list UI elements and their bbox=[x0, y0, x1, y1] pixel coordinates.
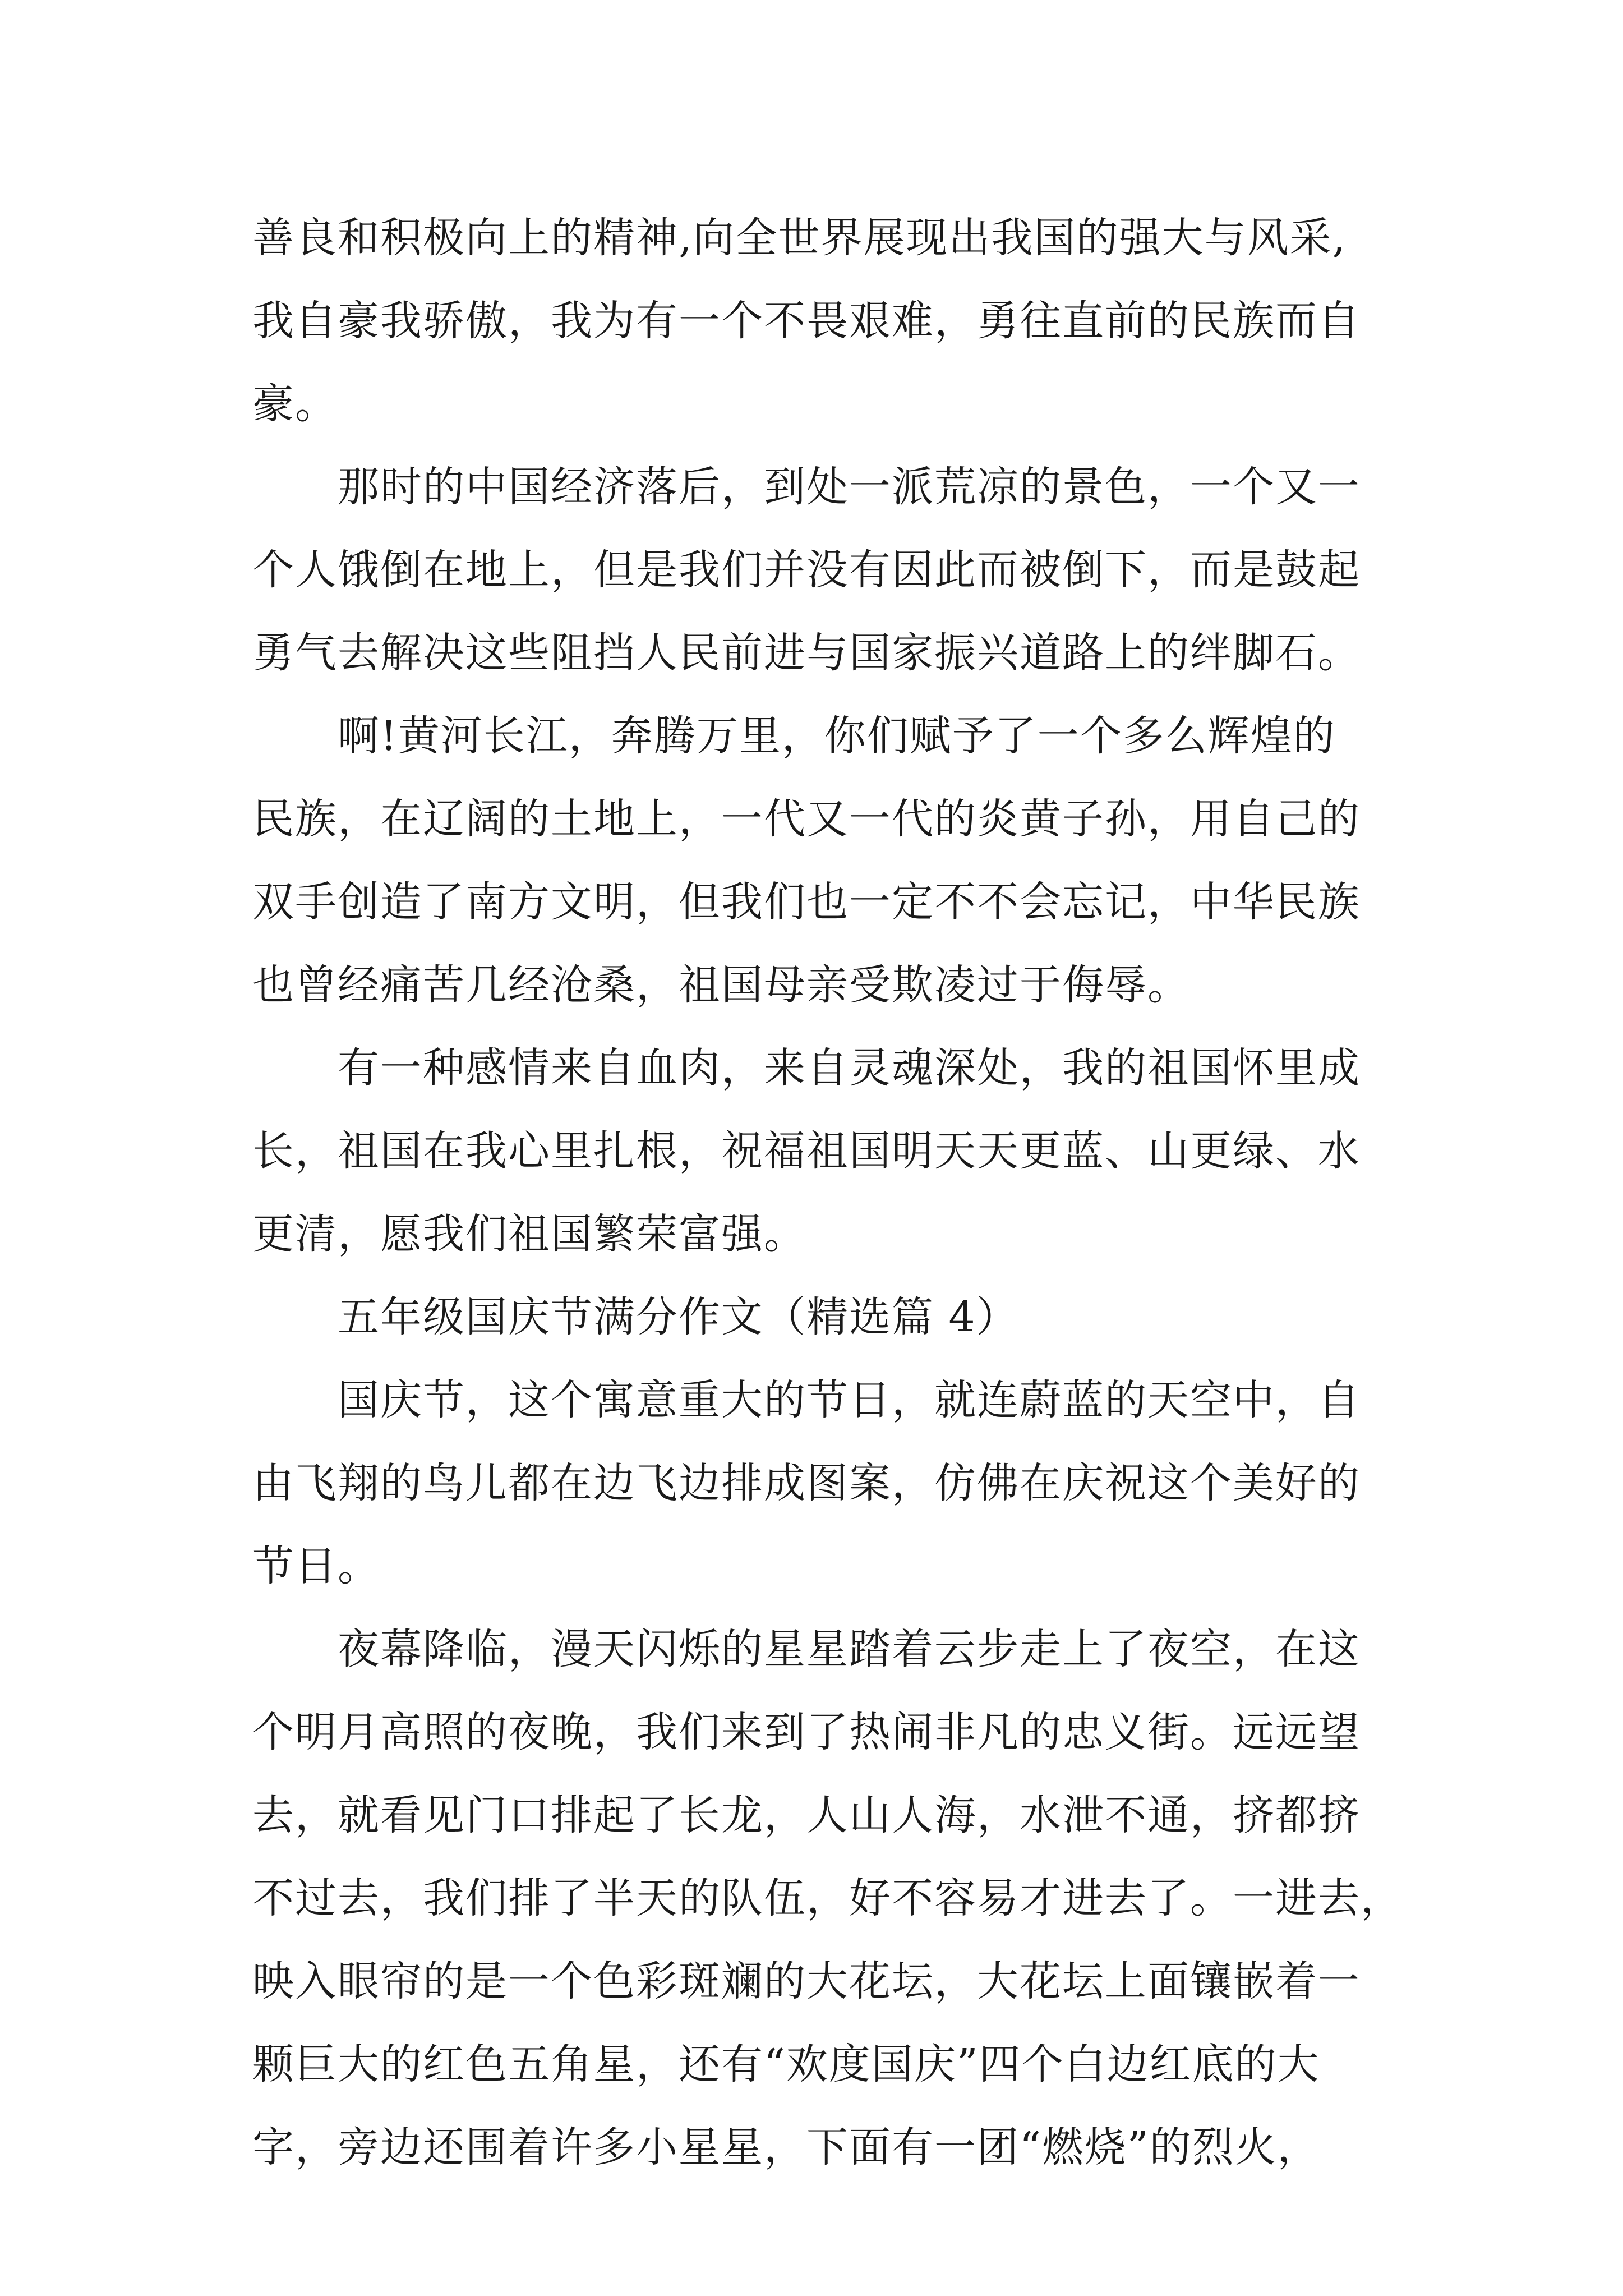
text-line: 长，祖国在我心里扎根，祝福祖国明天天更蓝、山更绿、水 bbox=[252, 1127, 1361, 1175]
text-line: 我自豪我骄傲，我为有一个不畏艰难，勇往直前的民族而自 bbox=[252, 297, 1361, 345]
text-line: 双手创造了南方文明，但我们也一定不不会忘记，中华民族 bbox=[252, 878, 1361, 926]
paragraph-first-line: 有一种感情来自血肉，来自灵魂深处，我的祖国怀里成 bbox=[338, 1044, 1361, 1092]
text-line: 去，就看见门口排起了长龙，人山人海，水泄不通，挤都挤 bbox=[252, 1791, 1361, 1839]
text-line: 个人饿倒在地上，但是我们并没有因此而被倒下，而是鼓起 bbox=[252, 546, 1361, 594]
text-line: 豪。 bbox=[252, 380, 338, 428]
paragraph-first-line: 国庆节，这个寓意重大的节日，就连蔚蓝的天空中，自 bbox=[338, 1376, 1361, 1424]
text-line: 勇气去解决这些阻挡人民前进与国家振兴道路上的绊脚石。 bbox=[252, 629, 1361, 677]
section-heading: 五年级国庆节满分作文（精选篇 4） bbox=[338, 1293, 1019, 1341]
text-line: 更清，愿我们祖国繁荣富强。 bbox=[252, 1210, 806, 1258]
text-line: 不过去，我们排了半天的队伍，好不容易才进去了。一进去， bbox=[252, 1874, 1403, 1922]
article-body bbox=[252, 196, 1403, 2189]
text-line: 由飞翔的鸟儿都在边飞边排成图案，仿佛在庆祝这个美好的 bbox=[252, 1459, 1361, 1507]
paragraph-first-line: 啊!黄河长江，奔腾万里，你们赋予了一个多么辉煌的 bbox=[338, 712, 1336, 760]
text-line: 字，旁边还围着许多小星星，下面有一团“燃烧”的烈火， bbox=[252, 2123, 1320, 2171]
paragraph-first-line: 那时的中国经济落后，到处一派荒凉的景色，一个又一 bbox=[338, 463, 1361, 511]
text-line: 映入眼帘的是一个色彩斑斓的大花坛，大花坛上面镶嵌着一 bbox=[252, 1957, 1361, 2005]
text-line: 善良和积极向上的精神,向全世界展现出我国的强大与风采, bbox=[252, 214, 1347, 262]
text-line: 个明月高照的夜晚，我们来到了热闹非凡的忠义街。远远望 bbox=[252, 1708, 1361, 1756]
paragraph-first-line: 夜幕降临，漫天闪烁的星星踏着云步走上了夜空，在这 bbox=[338, 1625, 1361, 1673]
text-line: 民族，在辽阔的土地上，一代又一代的炎黄子孙，用自己的 bbox=[252, 795, 1361, 843]
text-line: 也曾经痛苦几经沧桑，祖国母亲受欺凌过于侮辱。 bbox=[252, 961, 1190, 1009]
text-line: 节日。 bbox=[252, 1542, 380, 1590]
text-line: 颗巨大的红色五角星，还有“欢度国庆”四个白边红底的大 bbox=[252, 2040, 1320, 2088]
